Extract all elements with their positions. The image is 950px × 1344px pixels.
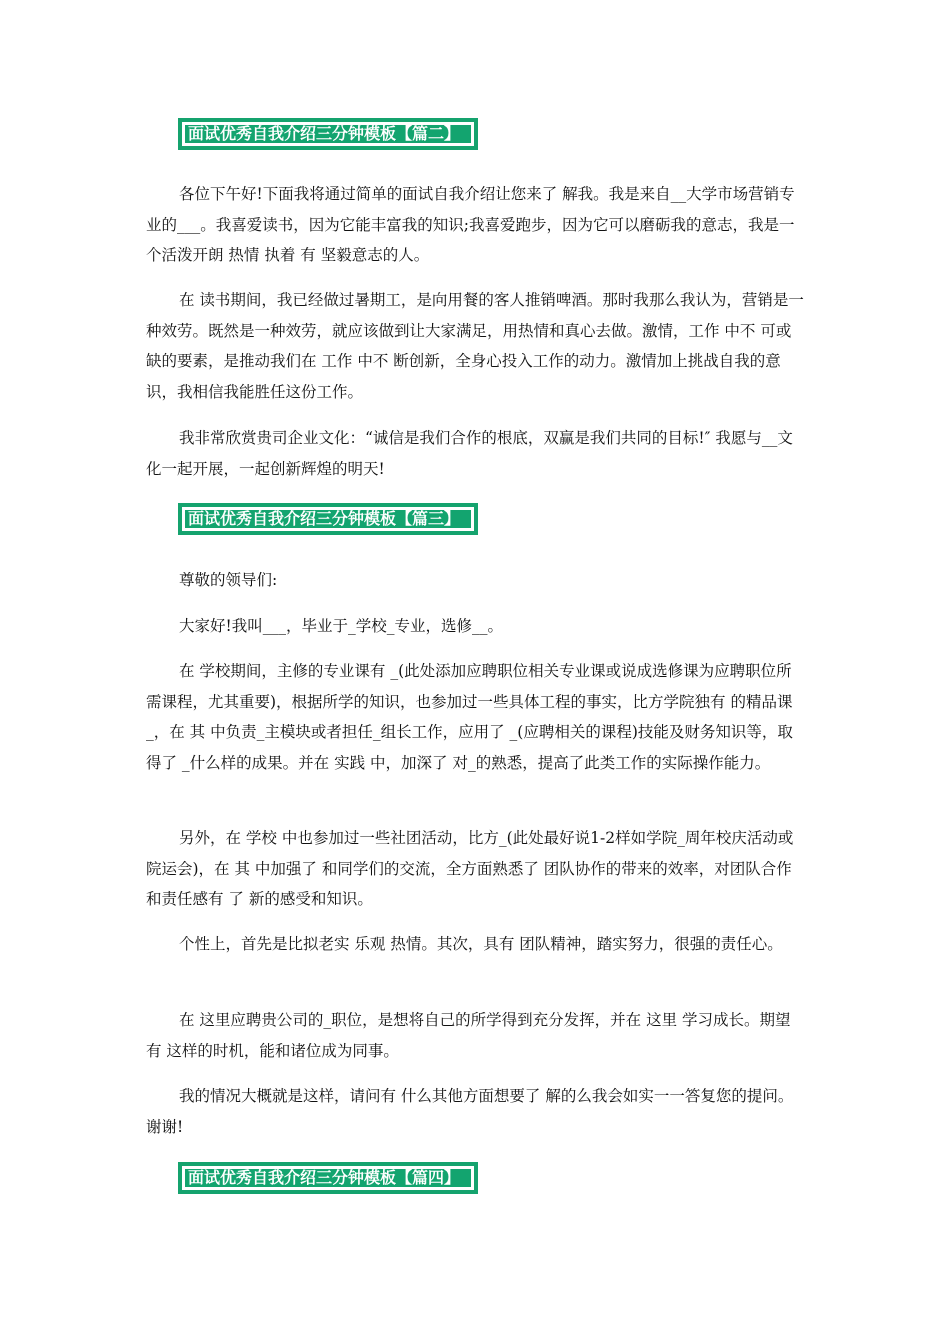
section-heading-text: 面试优秀自我介绍三分钟模板【篇二】 [185,125,471,143]
paragraph: 在 学校期间，主修的专业课有 _(此处添加应聘职位相关专业课或说成选修课为应聘职位所需课程，尤其重要)，根据所学的知识，也参加过一些具体工程的事实，比方学院独有 的精品课_，在 其 中负责_主模块或者担任_组长工作，应用了 _(应聘相关的课程)技能及财务知识等，取得了 _什么样的成果。并在 实践 中，加深了 对_的熟悉，提高了此类工作的实际操作能力。 [146,662,793,772]
paragraph: 另外，在 学校 中也参加过一些社团活动，比方_(此处最好说1-2样如学院_周年校庆活动或院运会)，在 其 中加强了 和同学们的交流，全方面熟悉了 团队协作的带来的效率，对团队合作和责任感有 了 新的感受和知识。 [146,829,794,908]
paragraph: 个性上，首先是比拟老实 乐观 热情。其次，具有 团队精神，踏实努力，很强的责任心。 [179,935,783,953]
paragraph: 各位下午好!下面我将通过简单的面试自我介绍让您来了 解我。我是来自__大学市场营销专业的___。我喜爱读书，因为它能丰富我的知识;我喜爱跑步，因为它可以磨砺我的意志，我是一个活泼开朗 热情 执着 有 坚毅意志的人。 [146,185,795,264]
paragraph: 大家好!我叫___，毕业于_学校_专业，选修__。 [179,617,503,635]
paragraph: 在 读书期间，我已经做过暑期工，是向用餐的客人推销啤酒。那时我那么我认为，营销是一种效劳。既然是一种效劳，就应该做到让大家满足，用热情和真心去做。激情，工作 中不 可或缺的要素，是推动我们在 工作 中不 断创新，全身心投入工作的动力。激情加上挑战自我的意识，我相信我能胜任这份工作。 [146,291,804,401]
section-heading [178,118,478,150]
section-heading-text: 面试优秀自我介绍三分钟模板【篇三】 [185,510,471,528]
paragraph: 我的情况大概就是这样，请问有 什么其他方面想要了 解的么我会如实一一答复您的提问。谢谢! [146,1087,794,1136]
section-heading [178,503,478,535]
paragraph: 尊敬的领导们: [179,571,278,589]
paragraph: 我非常欣赏贵司企业文化：“诚信是我们合作的根底，双赢是我们共同的目标!″ 我愿与__文化一起开展，一起创新辉煌的明天! [146,429,793,478]
section-heading [178,1162,478,1194]
paragraph: 在 这里应聘贵公司的_职位，是想将自己的所学得到充分发挥，并在 这里 学习成长。期望有 这样的时机，能和诸位成为同事。 [146,1011,791,1060]
section-heading-text: 面试优秀自我介绍三分钟模板【篇四】 [185,1169,471,1187]
